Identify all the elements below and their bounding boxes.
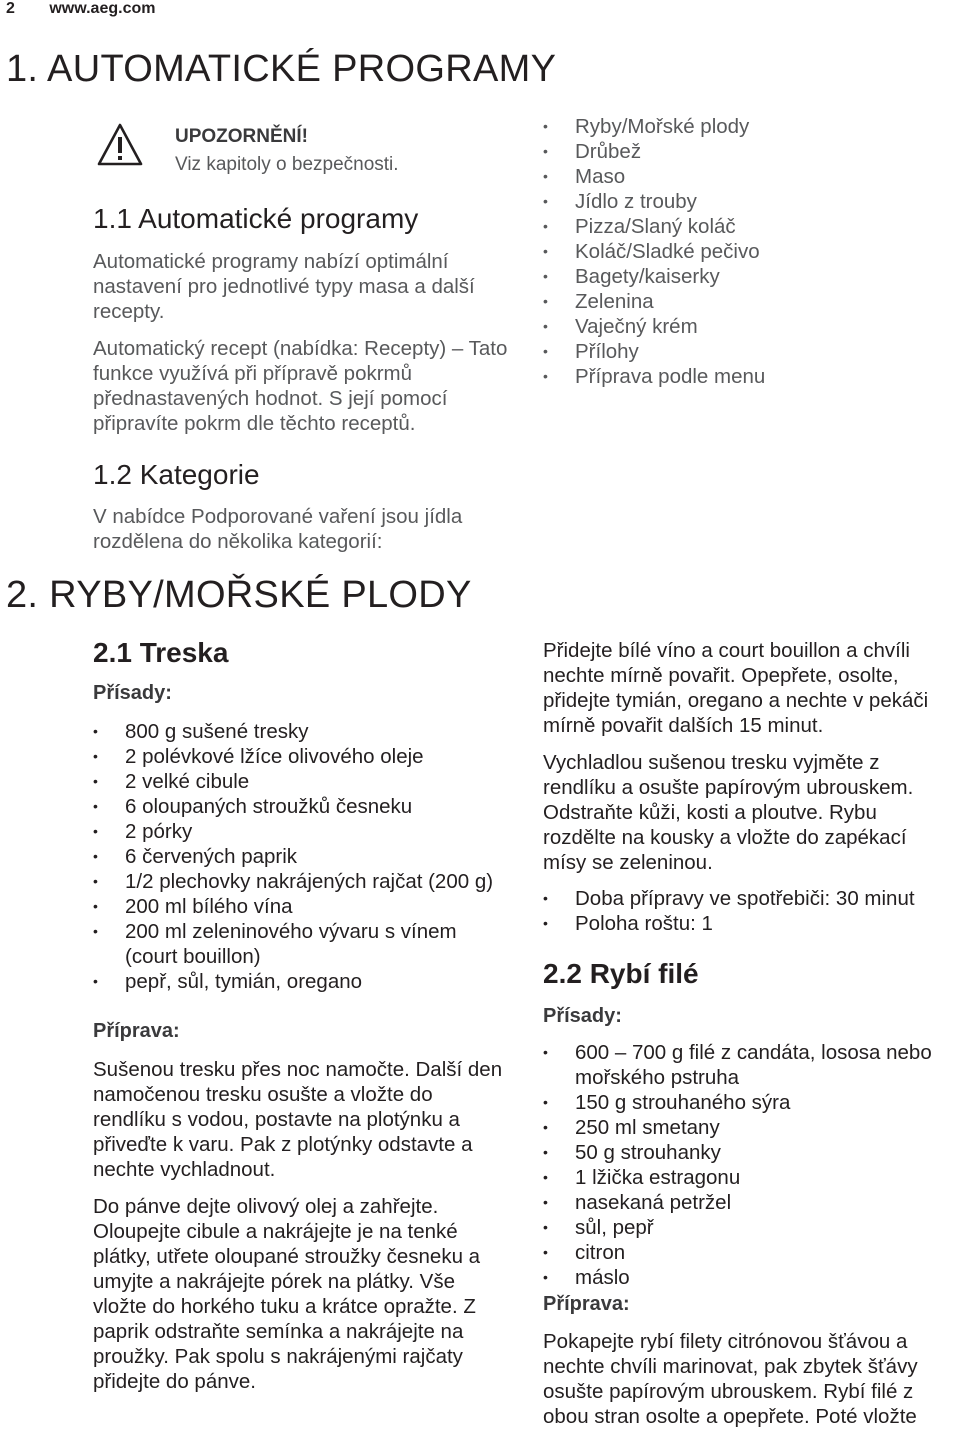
list-item: • Ryby/Mořské plody — [543, 114, 943, 139]
list-item: • Maso — [543, 164, 943, 189]
list-item: • pepř, sůl, tymián, oregano — [93, 969, 511, 994]
list-item: • Zelenina — [543, 289, 943, 314]
page-header — [6, 0, 155, 18]
list-item: • máslo — [543, 1265, 943, 1290]
list-item: • 150 g strouhaného sýra — [543, 1090, 943, 1115]
preparation-label: Příprava: — [93, 1020, 180, 1042]
list-item: • 2 pórky — [93, 819, 511, 844]
list-item: • 50 g strouhanky — [543, 1140, 943, 1165]
list-item: • Bagety/kaiserky — [543, 264, 943, 289]
list-item: • 1/2 plechovky nakrájených rajčat (200 g) — [93, 869, 511, 894]
list-item: • 2 velké cibule — [93, 769, 511, 794]
list-item: • 2 polévkové lžíce olivového oleje — [93, 744, 511, 769]
list-item: • Doba přípravy ve spotřebiči: 30 minut — [543, 886, 955, 911]
list-item: • nasekaná petržel — [543, 1190, 943, 1215]
ingredients-label: Přísady: — [543, 1005, 622, 1027]
ingredients-label: Přísady: — [93, 682, 172, 704]
subsection-title-2-2: 2.2 Rybí filé — [543, 958, 699, 989]
list-item: • Jídlo z trouby — [543, 189, 943, 214]
ingredients-list-fillet — [543, 1040, 943, 1290]
preparation-paragraph: Vychladlou sušenou tresku vyjměte z rendlíku a osušte papírovým ubrouskem. Odstraňte kůži, kosti a ploutve. Rybu rozdělte na kousky a vložte do zapékací mísy se zeleninou. — [543, 751, 914, 874]
warning-title: UPOZORNĚNÍ! — [175, 126, 308, 147]
warning-text: Viz kapitoly o bezpečnosti. — [175, 154, 399, 175]
preparation-label: Příprava: — [543, 1293, 630, 1315]
ingredients-list-cod — [93, 719, 511, 994]
list-item: • 6 červených paprik — [93, 844, 511, 869]
list-item: • 600 – 700 g filé z candáta, lososa nebo mořského pstruha — [543, 1040, 943, 1090]
list-item: • Pizza/Slaný koláč — [543, 214, 943, 239]
preparation-paragraph: Přidejte bílé víno a court bouillon a chvíli nechte mírně povařit. Opepřete, osolte, přidejte tymián, oregano a nechte v pekáči mírně povařit dalších 15 minut. — [543, 639, 929, 737]
settings-list — [543, 886, 955, 936]
list-item: • 6 oloupaných stroužků česneku — [93, 794, 511, 819]
preparation-paragraph: Pokapejte rybí filety citrónovou šťávou a nechte chvíli marinovat, pak zbytek šťávy osušte papírovým ubrouskem. Rybí filé z obou stran osolte a opepřete. Poté vložte — [543, 1330, 918, 1428]
paragraph-intro: Automatické programy nabízí optimální nastavení pro jednotlivé typy masa a další recepty. — [93, 250, 475, 323]
section-title-fish-seafood: 2. RYBY/MOŘSKÉ PLODY — [6, 574, 472, 616]
warning-box — [175, 126, 399, 177]
list-item: • Přílohy — [543, 339, 943, 364]
list-item: • sůl, pepř — [543, 1215, 943, 1240]
list-item: • 200 ml zeleninového vývaru s vínem (court bouillon) — [93, 919, 511, 969]
preparation-paragraph: Sušenou tresku přes noc namočte. Další den namočenou tresku osušte a vložte do rendlíku s vodou, postavte na plotýnku a přiveďte k varu. Pak z plotýnky odstavte a nechte vychladnout. — [93, 1058, 503, 1181]
list-item: • Příprava podle menu — [543, 364, 943, 389]
subsection-title-2-1: 2.1 Treska — [93, 637, 229, 668]
paragraph-categories: V nabídce Podporované vaření jsou jídla rozdělena do několika kategorií: — [93, 505, 463, 553]
list-item: • Drůbež — [543, 139, 943, 164]
warning-icon — [96, 122, 144, 168]
list-item: • Koláč/Sladké pečivo — [543, 239, 943, 264]
section-title-automatic-programs: 1. AUTOMATICKÉ PROGRAMY — [6, 48, 557, 90]
list-item: • Vaječný krém — [543, 314, 943, 339]
list-item: • 800 g sušené tresky — [93, 719, 511, 744]
page-number: 2 — [6, 0, 15, 17]
list-item: • 200 ml bílého vína — [93, 894, 511, 919]
category-list — [543, 114, 943, 389]
paragraph-automatic-recipe: Automatický recept (nabídka: Recepty) – Tato funkce využívá při přípravě pokrmů přednastavených hodnot. S její pomocí připravíte pokrm dle těchto receptů. — [93, 337, 508, 435]
list-item: • Poloha roštu: 1 — [543, 911, 955, 936]
site-url[interactable]: www.aeg.com — [49, 0, 156, 17]
list-item: • 1 lžička estragonu — [543, 1165, 943, 1190]
subsection-title-1-2: 1.2 Kategorie — [93, 459, 260, 490]
subsection-title-1-1: 1.1 Automatické programy — [93, 203, 419, 234]
list-item: • 250 ml smetany — [543, 1115, 943, 1140]
list-item: • citron — [543, 1240, 943, 1265]
preparation-paragraph: Do pánve dejte olivový olej a zahřejte. Oloupejte cibule a nakrájejte je na tenké plátky, utřete oloupané stroužky česneku a umyjte a nakrájejte pórek na plátky. Vše vložte do horkého tuku a krátce opražte. Z paprik odstraňte semínka a nakrájejte na proužky. Pak spolu s nakrájenými rajčaty přidejte do pánve. — [93, 1195, 481, 1393]
